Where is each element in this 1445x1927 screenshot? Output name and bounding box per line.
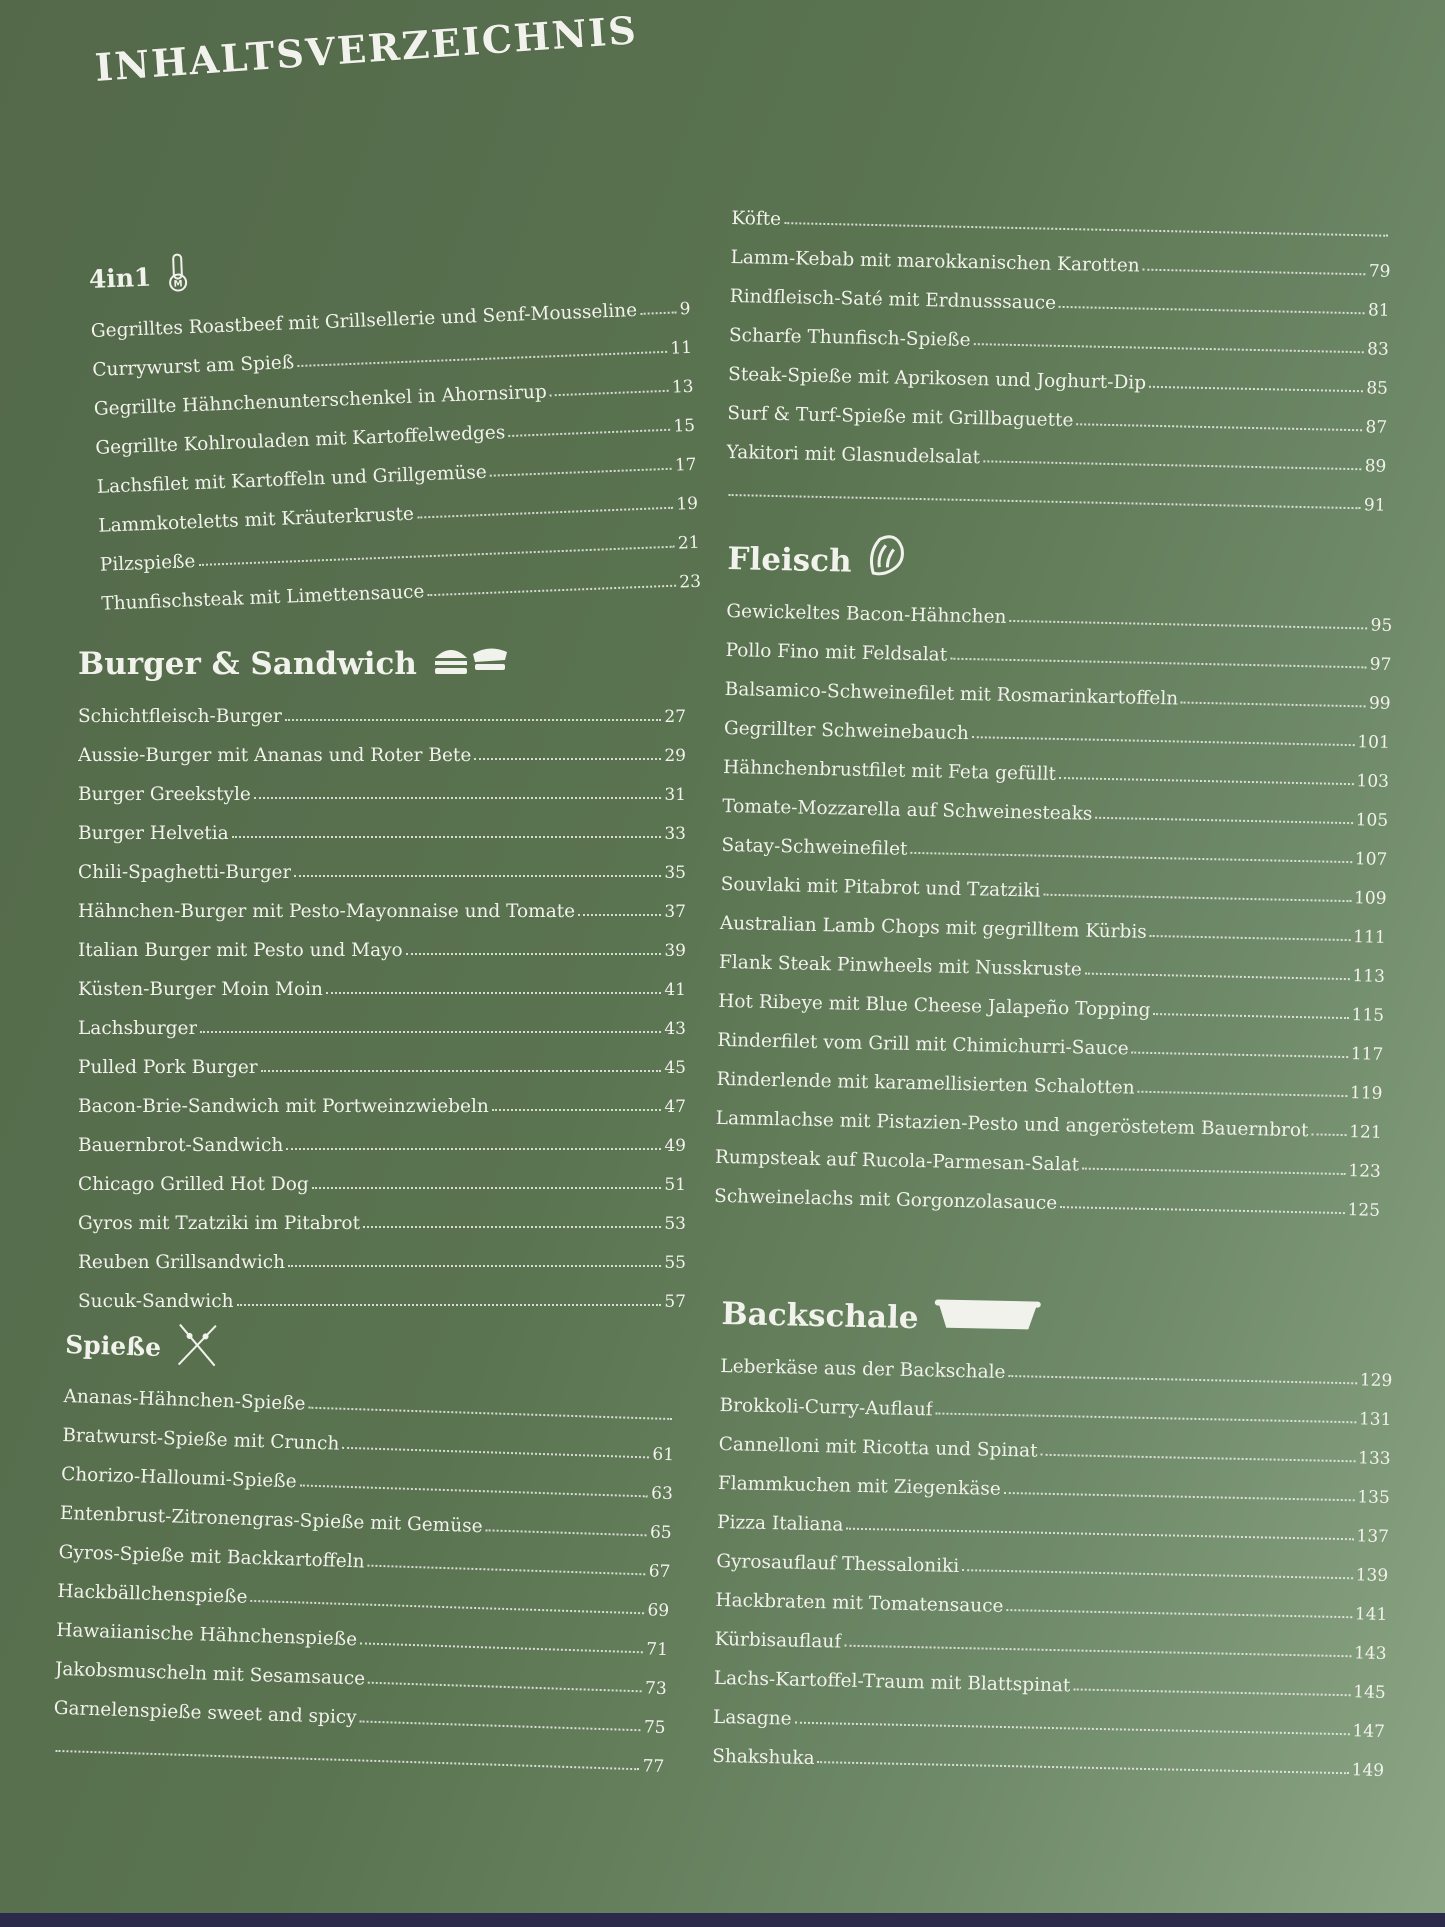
dot-leader [1004, 1492, 1355, 1501]
entry-list [725, 190, 1391, 516]
entry-title: Chicago Grilled Hot Dog [78, 1174, 309, 1195]
page-number: 85 [1366, 378, 1389, 399]
entry-title: Italian Burger mit Pesto und Mayo [78, 940, 403, 961]
dot-leader [1060, 1206, 1344, 1214]
entry-title: Ananas-Hähnchen-Spieße [63, 1385, 306, 1415]
baking-tray-icon [932, 1289, 1043, 1349]
entry-title: Currywurst am Spieß [92, 352, 295, 381]
entry-title: Chili-Spaghetti-Burger [78, 862, 292, 883]
section-backschale [712, 1290, 1394, 1781]
page-number: 133 [1357, 1448, 1391, 1470]
page-number: 109 [1353, 888, 1387, 909]
dot-leader [1153, 1013, 1348, 1019]
entry-title: Thunfischsteak mit Limettensauce [101, 581, 425, 615]
page-number: 131 [1358, 1409, 1392, 1431]
entry-title: Pizza Italiana [716, 1511, 844, 1536]
toc-entry [78, 1078, 686, 1117]
dot-leader [285, 719, 662, 721]
dot-leader [363, 1226, 661, 1228]
page-number: 113 [1352, 966, 1386, 987]
page-number: 105 [1355, 810, 1389, 831]
dot-leader [729, 494, 1361, 509]
dot-leader [550, 390, 669, 397]
page-number: 69 [647, 1600, 670, 1622]
page-number: 135 [1357, 1487, 1390, 1509]
entry-title: Lachsburger [78, 1018, 198, 1039]
entry-title: Bacon-Brie-Sandwich mit Portweinzwiebeln [78, 1096, 489, 1117]
section-title: 4in1 [88, 262, 152, 294]
page-number: 71 [645, 1639, 669, 1661]
entry-list [78, 688, 686, 1312]
entry-title: Rumpsteak auf Rucola-Parmesan-Salat [714, 1146, 1080, 1176]
entry-title: Leberkäse aus der Backschale [720, 1355, 1006, 1383]
page-number: 13 [671, 376, 694, 398]
page-number: 57 [664, 1292, 686, 1312]
entry-list [714, 583, 1393, 1221]
entry-title: Reuben Grillsandwich [78, 1252, 286, 1273]
svg-text:M: M [173, 279, 184, 290]
page-number: 73 [644, 1678, 668, 1700]
page-number: 17 [674, 454, 697, 476]
entry-title: Gegrillter Schweinebauch [723, 717, 969, 745]
page-number: 129 [1359, 1370, 1393, 1392]
dot-leader [492, 1109, 662, 1111]
page-number: 119 [1349, 1083, 1383, 1104]
entry-title: Hähnchenbrustfilet mit Feta gefüllt [722, 756, 1057, 785]
section-heading [78, 640, 686, 688]
dot-leader [490, 468, 672, 477]
dot-leader [640, 311, 677, 314]
entry-title: Rindfleisch-Saté mit Erdnusssauce [729, 285, 1057, 314]
entry-title: Küsten-Burger Moin Moin [78, 979, 323, 1000]
section-spiesse [52, 1320, 677, 1777]
page-number: 15 [672, 415, 696, 437]
dot-leader [427, 585, 676, 597]
entry-title: Kürbisauflauf [714, 1628, 842, 1653]
toc-entry [78, 1117, 686, 1156]
entry-title: Köfte [731, 207, 782, 231]
entry-title: Flank Steak Pinwheels mit Nusskruste [718, 951, 1083, 981]
entry-title: Hot Ribeye mit Blue Cheese Jalapeño Topping [718, 990, 1151, 1021]
page-number: 63 [650, 1483, 674, 1505]
toc-entry [78, 1000, 686, 1039]
entry-title: Hawaiianische Hähnchenspieße [55, 1619, 358, 1651]
page-number: 31 [664, 785, 686, 805]
entry-title: Lachsfilet mit Kartoffeln und Grillgemüse [96, 461, 488, 498]
dot-leader [254, 797, 662, 799]
dot-leader [1043, 894, 1351, 902]
entry-title: Surf & Turf-Spieße mit Grillbaguette [727, 402, 1074, 432]
page-number: 21 [677, 532, 700, 554]
dot-leader [1006, 1609, 1351, 1618]
entry-list [712, 1338, 1393, 1781]
page-number: 33 [664, 824, 686, 844]
page-number: 19 [675, 493, 699, 515]
page-number: 51 [664, 1175, 686, 1195]
entry-title: Balsamico-Schweinefilet mit Rosmarinkartoffeln [724, 678, 1179, 710]
dot-leader [261, 1070, 662, 1072]
entry-title: Gyrosauflauf Thessaloniki [716, 1550, 960, 1578]
page-number: 35 [664, 863, 686, 883]
entry-title: Hähnchen-Burger mit Pesto-Mayonnaise und Tomate [78, 901, 576, 922]
dot-leader [286, 1148, 661, 1150]
section-title: Spieße [64, 1329, 162, 1362]
toc-entry [78, 961, 686, 1000]
page-number: 49 [664, 1136, 686, 1156]
entry-title: Australian Lamb Chops mit gegrilltem Kürbis [719, 912, 1147, 943]
page-number: 115 [1351, 1005, 1385, 1026]
section-title: Fleisch [727, 540, 853, 580]
dot-leader [326, 992, 661, 994]
toc-entry [78, 805, 686, 844]
page-number: 149 [1351, 1760, 1385, 1781]
dot-leader [312, 1187, 662, 1189]
page-number: 37 [664, 902, 686, 922]
page-number: 75 [643, 1717, 666, 1739]
entry-title: Scharfe Thunfisch-Spieße [728, 324, 971, 352]
page-number: 29 [664, 746, 686, 766]
page-number: 99 [1368, 693, 1391, 714]
page-number: 65 [649, 1522, 672, 1544]
page-number: 125 [1347, 1200, 1381, 1221]
toc-entry [78, 688, 686, 727]
dot-leader [474, 758, 661, 760]
entry-title: Pollo Fino mit Feldsalat [725, 639, 948, 666]
page-number: 107 [1354, 849, 1388, 870]
page-number: 9 [679, 298, 691, 320]
page-number: 147 [1352, 1721, 1386, 1742]
toc-entry [78, 1156, 686, 1195]
entry-title: Schichtfleisch-Burger [78, 706, 282, 727]
thermometer-icon [164, 252, 192, 299]
page-number: 11 [670, 337, 693, 359]
dot-leader [1059, 306, 1365, 314]
dot-leader [200, 1031, 661, 1033]
entry-title: Jakobsmuscheln mit Sesamsauce [54, 1658, 366, 1690]
section-fleisch [714, 535, 1394, 1221]
meat-icon [865, 533, 906, 592]
page-number: 83 [1366, 339, 1390, 360]
page-number: 95 [1370, 615, 1393, 636]
entry-title: Satay-Schweinefilet [721, 834, 908, 860]
dot-leader [1041, 1454, 1356, 1463]
entry-title: Schweinelachs mit Gorgonzolasauce [713, 1185, 1058, 1215]
dot-leader [578, 914, 661, 916]
entry-title: Chorizo-Halloumi-Spieße [60, 1463, 297, 1493]
section-title: Backschale [721, 1295, 919, 1337]
entry-title: Gegrilltes Roastbeef mit Grillsellerie und Senf-Mousseline [90, 299, 638, 342]
entry-title: Bauernbrot-Sandwich [78, 1135, 284, 1156]
page-number: 87 [1365, 417, 1388, 438]
entry-list [90, 280, 702, 615]
entry-title: Sucuk-Sandwich [78, 1291, 234, 1312]
toc-entry [78, 766, 686, 805]
dot-leader [1311, 1133, 1346, 1136]
page-number: 91 [1363, 495, 1386, 516]
dot-leader [1095, 817, 1352, 824]
page-number: 143 [1353, 1643, 1387, 1664]
entry-title: Gewickeltes Bacon-Hähnchen [726, 600, 1007, 628]
page-number: 111 [1353, 927, 1386, 948]
dot-leader [55, 1750, 639, 1770]
page-number: 79 [1368, 261, 1391, 282]
page-number: 89 [1364, 456, 1387, 477]
entry-title: Burger Helvetia [78, 823, 229, 844]
entry-title: Gyros-Spieße mit Backkartoffeln [58, 1541, 365, 1573]
toc-entry [78, 883, 686, 922]
section-4in1 [88, 232, 701, 615]
entry-title: Garnelenspieße sweet and spicy [53, 1697, 357, 1729]
entry-title: Rinderlende mit karamellisierten Schalotten [716, 1068, 1135, 1099]
entry-title: Hackbällchenspieße [57, 1580, 248, 1608]
page-number: 39 [664, 941, 686, 961]
toc-entry [78, 1039, 686, 1078]
entry-title: Cannelloni mit Ricotta und Spinat [718, 1433, 1038, 1462]
page-number: 45 [664, 1058, 686, 1078]
section-burger-sandwich [78, 640, 686, 1312]
dot-leader [294, 875, 661, 877]
page-edge [0, 1913, 1445, 1927]
entry-list [52, 1368, 676, 1777]
page-number: 27 [664, 707, 686, 727]
toc-entry [78, 844, 686, 883]
dot-leader [406, 953, 662, 955]
toc-entry [78, 1273, 686, 1312]
entry-title: Flammkuchen mit Ziegenkäse [717, 1472, 1002, 1500]
entry-title: Rinderfilet vom Grill mit Chimichurri-Sauce [717, 1029, 1129, 1060]
page-number: 47 [664, 1097, 686, 1117]
page-number: 77 [642, 1756, 665, 1778]
toc-entry [78, 1234, 686, 1273]
page-number: 23 [678, 571, 702, 593]
burger-icon [431, 640, 511, 688]
page-number: 103 [1356, 771, 1390, 792]
page-number: 43 [664, 1019, 686, 1039]
page-number: 41 [664, 980, 686, 1000]
dot-leader [1150, 935, 1351, 941]
dot-leader [1138, 1091, 1347, 1097]
entry-title: Lammkoteletts mit Kräuterkruste [98, 503, 415, 537]
entry-title: Bratwurst-Spieße mit Crunch [62, 1424, 340, 1455]
toc-entry [78, 727, 686, 766]
page-number: 123 [1348, 1161, 1382, 1182]
dot-leader [1073, 1688, 1350, 1696]
toc-entry [78, 1195, 686, 1234]
entry-title: Souvlaki mit Pitabrot und Tzatziki [720, 873, 1041, 902]
entry-title: Lachs-Kartoffel-Traum mit Blattspinat [713, 1667, 1071, 1697]
page-number: 53 [664, 1214, 686, 1234]
page-number: 97 [1369, 654, 1392, 675]
entry-title: Tomate-Mozzarella auf Schweinesteaks [722, 795, 1093, 825]
entry-title: Steak-Spieße mit Aprikosen und Joghurt-Dip [727, 363, 1147, 394]
dot-leader [1009, 620, 1367, 630]
dot-leader [1149, 386, 1363, 392]
entry-title: Gyros mit Tzatziki im Pitabrot [78, 1213, 361, 1234]
dot-leader [1181, 702, 1366, 708]
page-number: 137 [1356, 1526, 1390, 1548]
toc-entry [78, 922, 686, 961]
dot-leader [1059, 777, 1354, 785]
dot-leader [1076, 423, 1362, 431]
dot-leader [232, 836, 662, 838]
skewers-icon [174, 1320, 220, 1375]
dot-leader [1082, 1168, 1345, 1176]
page-number: 145 [1353, 1682, 1386, 1703]
entry-title: Lammlachse mit Pistazien-Pesto und angeröstetem Bauernbrot [715, 1107, 1309, 1142]
section-spiesse-continued [725, 190, 1391, 516]
dot-leader [1132, 1052, 1348, 1059]
entry-title: Gegrillte Hähnchenunterschenkel in Ahornsirup [93, 381, 548, 420]
entry-title: Shakshuka [712, 1745, 815, 1770]
dot-leader [1008, 1375, 1356, 1384]
page-number: 61 [652, 1444, 675, 1466]
dot-leader [288, 1265, 661, 1267]
page-number: 139 [1355, 1565, 1389, 1587]
dot-leader [508, 429, 670, 437]
page-number: 117 [1350, 1044, 1384, 1065]
page-number: 67 [648, 1561, 671, 1583]
page-title: INHALTSVERZEICHNIS [93, 7, 640, 90]
dot-leader [485, 1529, 646, 1536]
entry-title: Hackbraten mit Tomatensauce [715, 1589, 1004, 1617]
page-number: 81 [1367, 300, 1390, 321]
entry-title: Lamm-Kebab mit marokkanischen Karotten [730, 246, 1140, 277]
entry-title: Pilzspieße [99, 551, 196, 576]
entry-title: Pulled Pork Burger [78, 1057, 258, 1078]
entry-title: Brokkoli-Curry-Auflauf [719, 1394, 933, 1421]
section-title: Burger & Sandwich [78, 646, 417, 682]
page-number: 121 [1348, 1122, 1382, 1143]
entry-title: Burger Greekstyle [78, 784, 251, 805]
page-number: 141 [1354, 1604, 1388, 1626]
entry-title: Entenbrust-Zitronengras-Spieße mit Gemüse [59, 1502, 483, 1538]
dot-leader [818, 1761, 1349, 1774]
entry-title: Gegrillte Kohlrouladen mit Kartoffelwedges [95, 422, 506, 459]
page-number: 101 [1357, 732, 1391, 753]
entry-title: Yakitori mit Glasnudelsalat [726, 441, 981, 469]
entry-title: Lasagne [712, 1706, 792, 1730]
page-number: 55 [664, 1253, 686, 1273]
entry-title: Aussie-Burger mit Ananas und Roter Bete [78, 745, 472, 766]
dot-leader [1143, 269, 1366, 276]
dot-leader [237, 1304, 662, 1306]
dot-leader [1085, 973, 1350, 981]
